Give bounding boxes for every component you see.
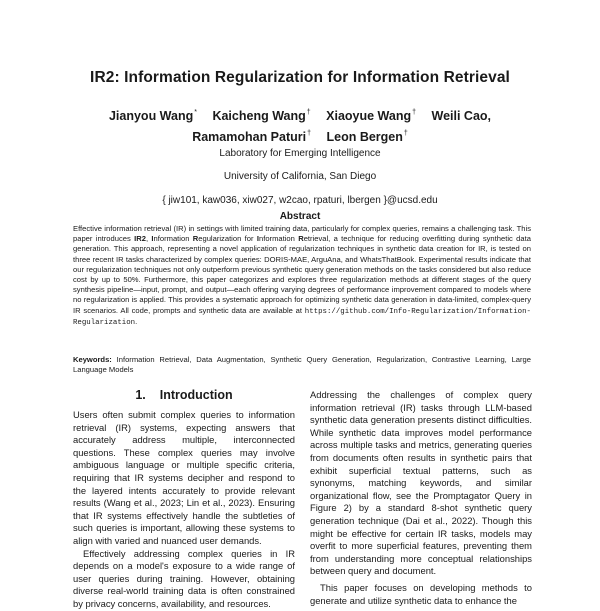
intro-paragraph: Users often submit complex queries to information retrieval (IR) systems, expecting answers that accurately address multiple, interconnected questions. These complex queries may involve ambiguous language or multiple specific criteria, requiring that IR systems decipher and respond to the layered intents accurately to provide relevant results (Wang et al., 2023; Lin et al., 2023). Ensuring that IR systems effectively handle the subtleties of such queries is important, allowing these systems to align with varied and nuanced user demands. [73, 409, 295, 546]
author-name: Xiaoyue Wang† [326, 109, 417, 123]
keywords-list: Information Retrieval, Data Augmentation, Synthetic Query Generation, Regularization, Contrastive Learning, Large Language Models [73, 355, 531, 375]
abstract-body: Effective information retrieval (IR) in settings with limited training data, particularly for complex queries, remains a challenging task. This paper introduces IR2, Information Regularization for Information Retrieval, a technique for reducing overfitting during synthetic data generation. This approach, representing a novel application of regularization techniques in synthetic data creation for IR, is tested on three recent IR tasks characterized by complex queries: DORIS-MAE, ArguAna, and WhatsThatBook. Experimental results indicate that our regularization techniques not only outperform previous synthetic query generation methods on the tasks considered but also reduce cost by up to 50%. Furthermore, this paper categorizes and explores three regularization methods at different stages of the query synthesis pipeline—input, prompt, and output—each offering varying degrees of performance improvement compared to models where no regularization is applied. This provides a systematic approach for optimizing synthetic data generation in data-limited, complex-query IR scenarios. All code, prompts and synthetic data are available at https://github.com/Info-Regularization/Information-Regularization. [73, 224, 531, 327]
author-name: Kaicheng Wang† [212, 109, 311, 123]
section-heading-introduction: 1. Introduction [135, 388, 233, 402]
affiliation-university: University of California, San Diego [223, 171, 377, 182]
author-name: Ramamohan Paturi† [192, 130, 312, 144]
left-column [73, 409, 295, 609]
author-name: Weili Cao, [431, 109, 492, 123]
author-emails: { jiw101, kaw036, xiw027, w2cao, rpaturi, lbergen }@ucsd.edu [162, 195, 438, 206]
right-column [310, 389, 532, 606]
author-name: Jianyou Wang* [108, 109, 197, 123]
body-paragraph: This paper focuses on developing methods to generate and utilize synthetic data to enhance the [310, 581, 532, 606]
author-name: Leon Bergen† [326, 130, 408, 144]
affiliation-lab: Laboratory for Emerging Intelligence [219, 148, 381, 159]
abstract-heading: Abstract [279, 211, 321, 222]
paper-title: IR2: Information Regularization for Information Retrieval [90, 69, 510, 86]
keywords [73, 355, 531, 375]
code-repository-link[interactable]: https://github.com/Info-Regularization/Information-Regularization [73, 307, 531, 327]
keywords-label: Keywords: [73, 355, 112, 364]
intro-paragraph: Effectively addressing complex queries in IR depends on a model's exposure to a wide range of user queries during training. However, obtaining diverse real-world training data is often constrained by privacy concerns, availability, and resources. [73, 547, 295, 609]
author-list [60, 104, 540, 146]
body-paragraph: Addressing the challenges of complex query information retrieval (IR) tasks through LLM-based synthetic data generation presents distinct difficulties. While synthetic data improves model performance across multiple tasks and metrics, generating queries from documents often results in synthetic pairs that exhibit superficial textual patterns, such as synonyms, matching keywords, and similar organizational flow, see the Promptagator Query in Figure 2) by a standard 8-shot synthetic query generation technique (Dai et al., 2022). Though this might be effective for certain IR tasks, models may overfit to more superficial features, preventing them from understanding more conceptual relationships between query and document. [310, 389, 532, 577]
